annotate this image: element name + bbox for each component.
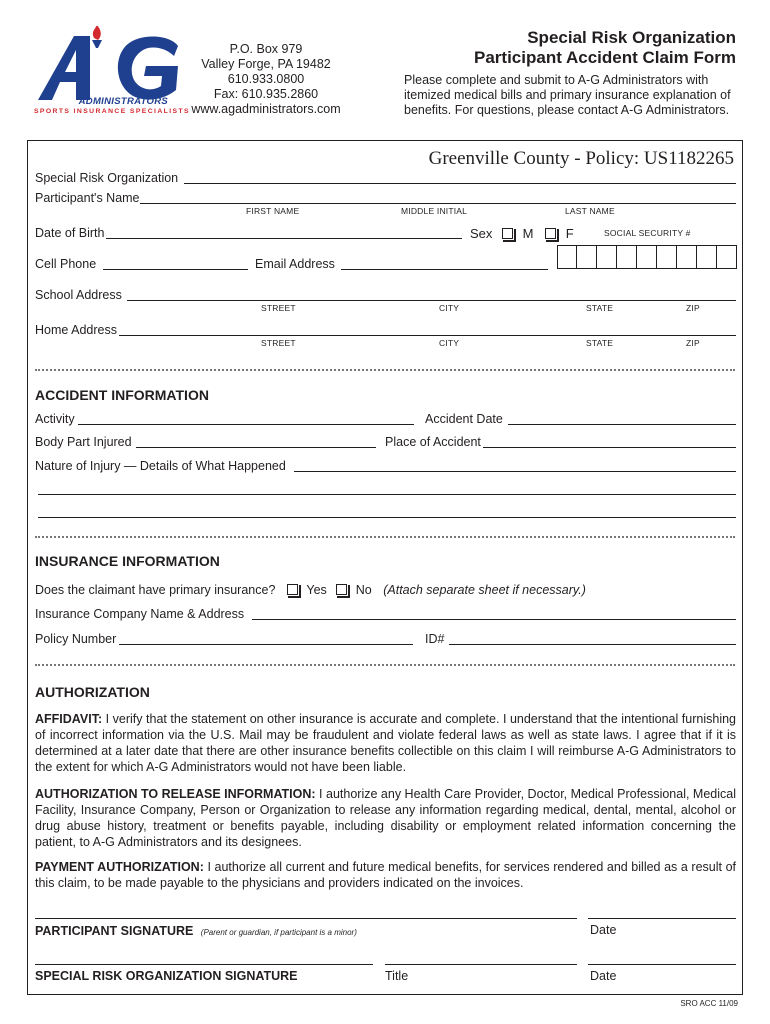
last-name-caption: LAST NAME [565, 206, 615, 216]
divider [35, 369, 735, 371]
participant-name-label: Participant's Name [35, 191, 140, 205]
ag-logo [32, 26, 190, 118]
policy-heading: Greenville County - Policy: US1182265 [428, 148, 734, 169]
nature-field-line-2[interactable] [38, 494, 736, 495]
payment-paragraph [35, 859, 736, 891]
sex-label: Sex [470, 226, 493, 241]
release-paragraph [35, 786, 736, 850]
release-title: AUTHORIZATION TO RELEASE INFORMATION: [35, 787, 316, 801]
ssn-boxes[interactable] [557, 245, 737, 269]
school-state-caption: STATE [586, 303, 614, 313]
ssn-caption: SOCIAL SECURITY # [604, 228, 691, 238]
home-address-field[interactable] [119, 335, 736, 336]
city-state: Valley Forge, PA 19482 [201, 57, 331, 71]
first-name-caption: FIRST NAME [246, 206, 300, 216]
divider [35, 536, 735, 538]
school-address-label: School Address [35, 288, 122, 302]
form-code: SRO ACC 11/09 [680, 999, 738, 1008]
home-city-caption: CITY [439, 338, 460, 348]
body-part-label: Body Part Injured [35, 435, 132, 449]
torch-icon [32, 26, 182, 104]
participant-signature-label: PARTICIPANT SIGNATURE [35, 924, 194, 938]
contact-block [186, 42, 346, 117]
insurance-company-label: Insurance Company Name & Address [35, 607, 245, 621]
dob-field[interactable] [106, 238, 462, 239]
accident-date-label: Accident Date [425, 412, 503, 426]
cell-phone-field[interactable] [103, 269, 248, 270]
participant-date-label: Date [590, 923, 617, 937]
place-field[interactable] [483, 447, 736, 448]
id-field[interactable] [449, 644, 736, 645]
activity-label: Activity [35, 412, 75, 426]
primary-insurance-question: Does the claimant have primary insurance? [35, 583, 276, 597]
policy-number-field[interactable] [119, 644, 413, 645]
body-part-field[interactable] [136, 447, 376, 448]
release-text: I authorize any Health Care Provider, Doctor, Medical Professional, Medical Facility, Insurance Company, Person or Organization to release any information regarding medical, dental, mental, alcohol or drug abuse history, treatment or benefits payable, including disability or employment related information concerning the patient, to A-G Administrators and its designees. [35, 787, 736, 849]
insurance-heading: INSURANCE INFORMATION [35, 553, 220, 569]
payment-text: I authorize all current and future medical benefits, for services rendered and billed as a result of this claim, to be made payable to the physicians and providers indicated on the invoices. [35, 860, 736, 890]
place-label: Place of Accident [385, 435, 481, 449]
organization-date-label: Date [590, 969, 617, 983]
participant-signature-field[interactable] [35, 918, 577, 919]
organization-date-field[interactable] [588, 964, 736, 965]
affidavit-title: AFFIDAVIT: [35, 712, 103, 726]
home-address-label: Home Address [35, 323, 117, 337]
attach-note: (Attach separate sheet if necessary.) [383, 583, 586, 597]
nature-field[interactable] [294, 471, 736, 472]
middle-initial-caption: MIDDLE INITIAL [401, 206, 468, 216]
form-title [376, 28, 736, 68]
insurance-company-field[interactable] [252, 619, 736, 620]
po-box: P.O. Box 979 [229, 42, 303, 56]
accident-date-field[interactable] [508, 424, 736, 425]
participant-signature-row [35, 922, 357, 940]
logo-tagline: SPORTS INSURANCE SPECIALISTS [34, 108, 190, 115]
male-label: M [522, 226, 534, 241]
id-label: ID# [425, 632, 445, 646]
title-line-1: Special Risk Organization [527, 28, 736, 47]
dob-label: Date of Birth [35, 226, 105, 240]
female-checkbox[interactable] [545, 228, 556, 239]
participant-name-field[interactable] [140, 203, 736, 204]
no-label: No [355, 583, 372, 597]
female-label: F [565, 226, 574, 241]
affidavit-paragraph [35, 711, 736, 775]
divider [35, 664, 735, 666]
home-state-caption: STATE [586, 338, 614, 348]
accident-heading: ACCIDENT INFORMATION [35, 387, 209, 403]
policy-number-label: Policy Number [35, 632, 117, 646]
sex-group [470, 226, 574, 241]
email-label: Email Address [255, 257, 335, 271]
website-link[interactable]: www.agadministrators.com [191, 102, 341, 116]
organization-signature-field[interactable] [35, 964, 373, 965]
nature-label: Nature of Injury — Details of What Happened [35, 459, 286, 473]
title-label: Title [385, 969, 409, 983]
school-city-caption: CITY [439, 303, 460, 313]
yes-label: Yes [306, 583, 327, 597]
yes-checkbox[interactable] [287, 584, 298, 595]
participant-date-field[interactable] [588, 918, 736, 919]
primary-insurance-row [35, 583, 586, 597]
school-address-field[interactable] [127, 300, 736, 301]
authorization-heading: AUTHORIZATION [35, 684, 150, 700]
nature-field-line-3[interactable] [38, 517, 736, 518]
title-line-2: Participant Accident Claim Form [474, 48, 736, 67]
intro-text: Please complete and submit to A-G Administrators with itemized medical bills and primary insurance explanation of benefits. For questions, please contact A-G Administrators. [404, 73, 731, 117]
cell-phone-label: Cell Phone [35, 257, 97, 271]
affidavit-text: I verify that the statement on other insurance is accurate and complete. I understand that the intentional furnishing of incorrect information via the U.S. Mail may be fraudulent and violate federal laws as well as state laws. I agree that if it is determined at a later date that there are other insurance benefits collectible on this claim I will reimburse A-G Administrators to the extent for which A-G Administrators would not have been liable. [35, 712, 736, 774]
no-checkbox[interactable] [336, 584, 347, 595]
participant-signature-note: (Parent or guardian, if participant is a minor) [200, 928, 357, 937]
logo-word: ADMINISTRATORS [78, 96, 168, 107]
payment-title: PAYMENT AUTHORIZATION: [35, 860, 204, 874]
email-field[interactable] [341, 269, 548, 270]
organization-label: Special Risk Organization [35, 171, 179, 185]
organization-signature-label: SPECIAL RISK ORGANIZATION SIGNATURE [35, 969, 298, 983]
organization-field[interactable] [184, 183, 736, 184]
male-checkbox[interactable] [502, 228, 513, 239]
home-street-caption: STREET [261, 338, 296, 348]
title-field[interactable] [385, 964, 577, 965]
activity-field[interactable] [78, 424, 414, 425]
phone-number: 610.933.0800 [227, 72, 305, 86]
fax-number: Fax: 610.935.2860 [213, 87, 319, 101]
home-zip-caption: ZIP [686, 338, 700, 348]
school-zip-caption: ZIP [686, 303, 700, 313]
school-street-caption: STREET [261, 303, 296, 313]
